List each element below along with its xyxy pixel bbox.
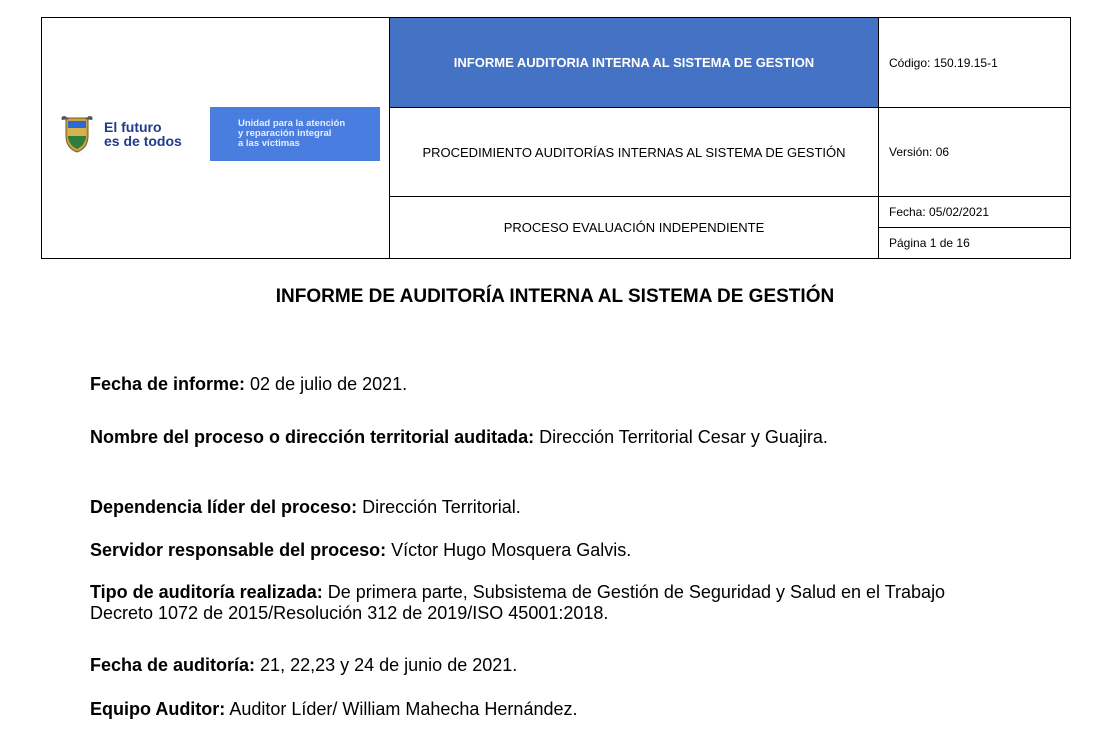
field-label: Dependencia líder del proceso: [90, 497, 358, 517]
document-code: Código: 150.19.15-1 [878, 18, 1070, 107]
field-value: Dirección Territorial Cesar y Guajira. [534, 427, 828, 447]
field-value: 21, 22,23 y 24 de junio de 2021. [255, 655, 518, 675]
header-process: PROCESO EVALUACIÓN INDEPENDIENTE [390, 196, 878, 258]
field-label: Tipo de auditoría realizada: [90, 582, 323, 602]
field-audit-type [90, 582, 990, 624]
field-value: De primera parte, Subsistema de Gestión de Seguridad y Salud en el Trabajo Decreto 1072 de 2015/Resolución 312 de 2019/ISO 45001:2018. [90, 582, 946, 623]
logo-right-part [210, 107, 380, 161]
field-value: Víctor Hugo Mosquera Galvis. [386, 540, 632, 560]
institution-logo [54, 107, 380, 161]
field-label: Fecha de auditoría: [90, 655, 256, 675]
field-audit-team [90, 699, 990, 720]
logo-left-part [54, 107, 210, 161]
field-value: Auditor Líder/ William Mahecha Hernández. [225, 699, 578, 719]
field-value: 02 de julio de 2021. [245, 374, 408, 394]
field-report-date [90, 374, 990, 395]
entity-name [238, 119, 345, 149]
entity-line-3: a las víctimas [238, 138, 300, 149]
field-label: Nombre del proceso o dirección territorial auditada: [90, 427, 535, 447]
field-lead-dependency [90, 497, 990, 518]
slogan-line-2: es de todos [104, 133, 182, 149]
field-responsible-servant [90, 540, 990, 561]
page-number: Página 1 de 16 [878, 227, 1070, 258]
header-title: INFORME AUDITORIA INTERNA AL SISTEMA DE GESTION [390, 18, 878, 107]
field-label: Servidor responsable del proceso: [90, 540, 387, 560]
field-label: Equipo Auditor: [90, 699, 226, 719]
field-value: Dirección Territorial. [357, 497, 521, 517]
field-audited-process [90, 427, 990, 448]
slogan-line-1: El futuro [104, 119, 162, 135]
header-procedure: PROCEDIMIENTO AUDITORÍAS INTERNAS AL SISTEMA DE GESTIÓN [390, 107, 878, 196]
government-slogan [104, 120, 182, 148]
document-title: INFORME DE AUDITORÍA INTERNA AL SISTEMA DE GESTIÓN [275, 286, 835, 307]
document-version: Versión: 06 [878, 107, 1070, 196]
entity-line-1: Unidad para la atención [238, 118, 346, 129]
entity-line-2: y reparación integral [238, 128, 332, 139]
document-date: Fecha: 05/02/2021 [878, 196, 1070, 227]
coat-of-arms-icon [60, 114, 94, 154]
logo-cell [42, 18, 390, 258]
field-label: Fecha de informe: [90, 374, 246, 394]
field-audit-date [90, 655, 990, 676]
document-header-table [41, 17, 1071, 259]
